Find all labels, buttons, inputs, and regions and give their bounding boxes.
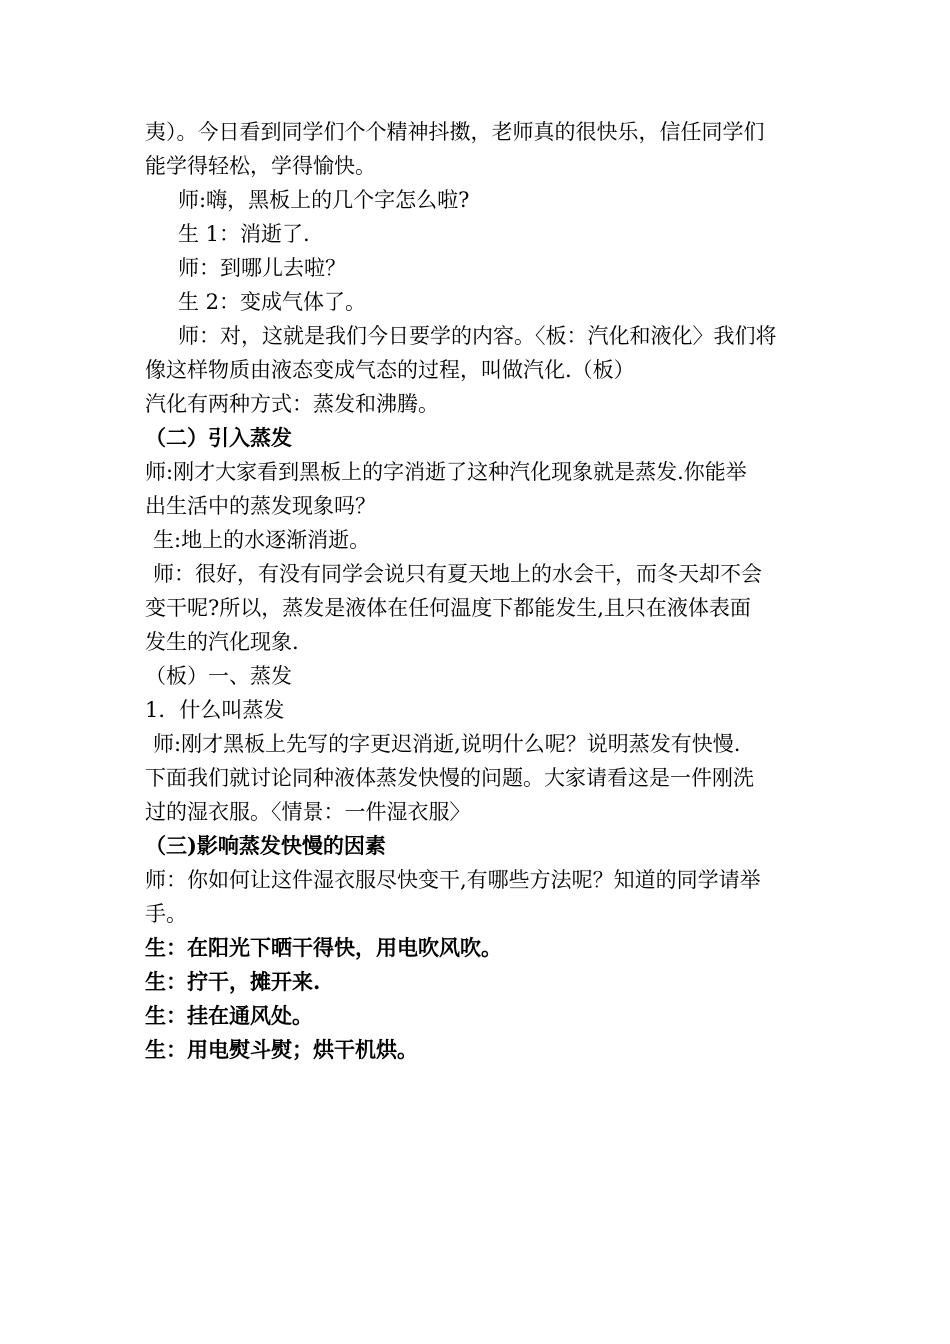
- dialogue-teacher: 师：很好，有没有同学会说只有夏天地上的水会干，而冬天却不会: [153, 562, 762, 586]
- paragraph-line: 过的湿衣服。〈情景：一件湿衣服〉: [145, 800, 471, 824]
- paragraph-line: 手。: [145, 902, 187, 926]
- dialogue-teacher: 师：对，这就是我们今日要学的内容。〈板：汽化和液化〉我们将: [178, 324, 777, 348]
- paragraph-line: 变干呢?所以，蒸发是液体在任何温度下都能发生,且只在液体表面: [145, 596, 751, 620]
- dialogue-student-bold: 生：用电熨斗熨；烘干机烘。: [145, 1037, 418, 1062]
- dialogue-teacher: 师：到哪儿去啦？: [178, 256, 346, 280]
- board-note: （板）一、蒸发: [145, 664, 292, 688]
- dialogue-student-bold: 生：在阳光下晒干得快，用电吹风吹。: [145, 935, 502, 960]
- document-body: [145, 115, 825, 1067]
- dialogue-student-bold: 生：挂在通风处。: [145, 1003, 313, 1028]
- dialogue-student: 生 1：消逝了.: [178, 222, 310, 246]
- dialogue-teacher: 师：你如何让这件湿衣服尽快变干,有哪些方法呢？知道的同学请举: [145, 868, 761, 892]
- paragraph-line: 能学得轻松，学得愉快。: [145, 154, 376, 178]
- paragraph-line: 夷）。今日看到同学们个个精神抖擞，老师真的很快乐，信任同学们: [145, 120, 765, 144]
- paragraph-line: 汽化有两种方式：蒸发和沸腾。: [145, 392, 439, 416]
- paragraph-line: 下面我们就讨论同种液体蒸发快慢的问题。大家请看这是一件刚洗: [145, 766, 754, 790]
- paragraph-line: 出生活中的蒸发现象吗？: [145, 494, 376, 518]
- dialogue-student: 生 2：变成气体了。: [178, 290, 367, 314]
- paragraph-line: 发生的汽化现象.: [145, 630, 299, 654]
- paragraph-line: 像这样物质由液态变成气态的过程，叫做汽化.（板）: [145, 358, 635, 382]
- dialogue-student-bold: 生：拧干，摊开来.: [145, 969, 321, 994]
- dialogue-teacher: 师:刚才大家看到黑板上的字消逝了这种汽化现象就是蒸发.你能举: [145, 460, 747, 484]
- dialogue-teacher: 师:嗨，黑板上的几个字怎么啦?: [178, 188, 470, 212]
- section-heading: （二）引入蒸发: [145, 425, 292, 450]
- numbered-item: 1．什么叫蒸发: [145, 698, 285, 722]
- section-heading: （三)影响蒸发快慢的因素: [145, 833, 386, 858]
- dialogue-student: 生:地上的水逐渐消逝。: [153, 528, 371, 552]
- dialogue-teacher: 师:刚才黑板上先写的字更迟消逝,说明什么呢？说明蒸发有快慢.: [153, 732, 741, 756]
